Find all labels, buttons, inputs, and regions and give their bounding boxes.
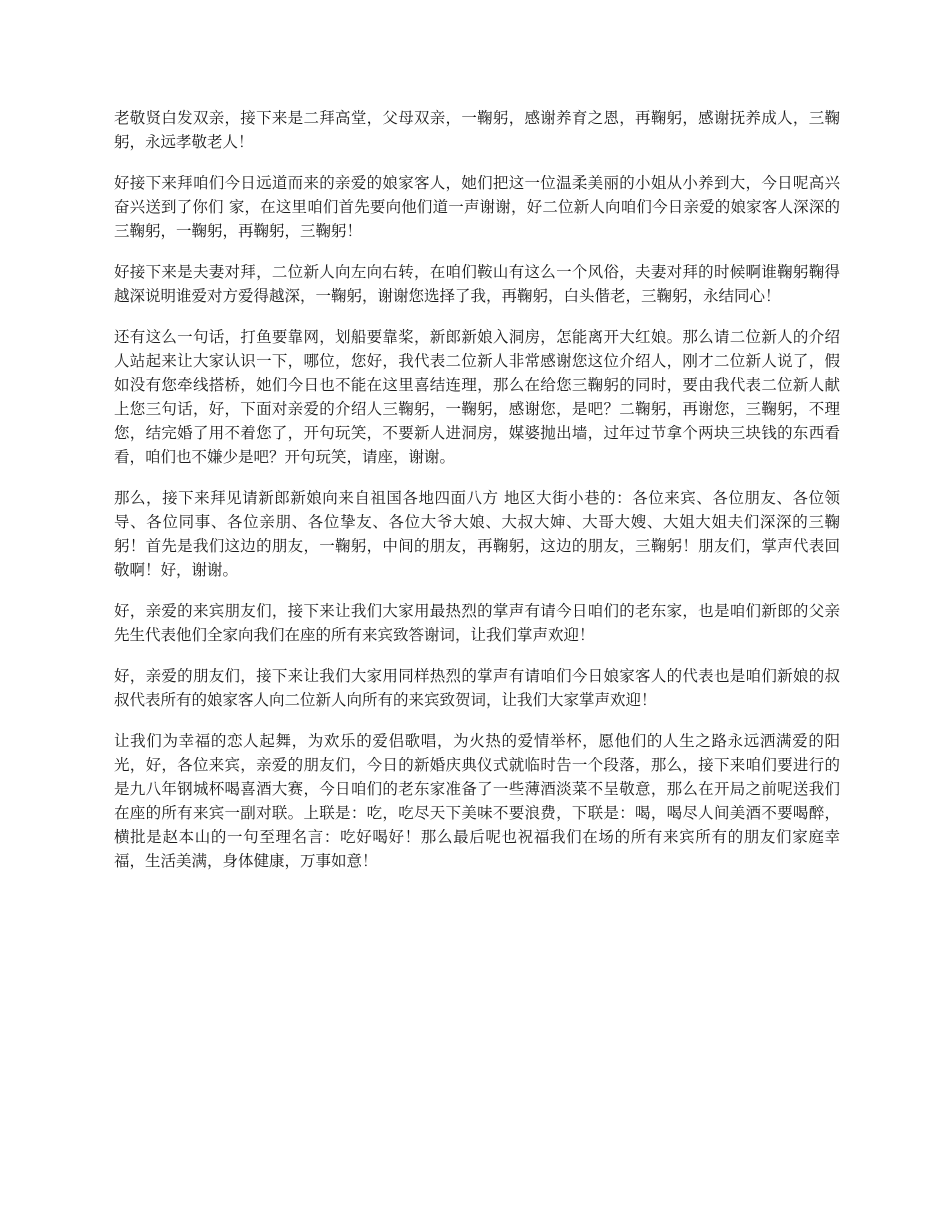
paragraph-4: 还有这么一句话，打鱼要靠网，划船要靠桨，新郎新娘入洞房，怎能离开大红娘。那么请二位新人的介绍人站起来让大家认识一下，哪位，您好，我代表二位新人非常感谢您这位介绍人，刚才二位新人说了，假如没有您牵线搭桥，她们今日也不能在这里喜结连理，那么在给您三鞠躬的同时，要由我代表二位新人献上您三句话，好，下面对亲爱的介绍人三鞠躬，一鞠躬，感谢您，是吧？二鞠躬，再谢您，三鞠躬，不理您，结完婚了用不着您了，开句玩笑，不要新人进洞房，媒婆抛出墙，过年过节拿个两块三块钱的东西看看，咱们也不嫌少是吧？开句玩笑，请座，谢谢。 [114,328,840,466]
document-page [114,106,840,890]
paragraph-7: 好，亲爱的朋友们，接下来让我们大家用同样热烈的掌声有请咱们今日娘家客人的代表也是咱们新娘的叔叔代表所有的娘家客人向二位新人向所有的来宾致贺词，让我们大家掌声欢迎！ [114,667,840,709]
paragraph-8: 让我们为幸福的恋人起舞，为欢乐的爱侣歌唱，为火热的爱情举杯，愿他们的人生之路永远洒满爱的阳光，好，各位来宾，亲爱的朋友们，今日的新婚庆典仪式就临时告一个段落，那么，接下来咱们要进行的是九八年钢城杯喝喜酒大赛，今日咱们的老东家准备了一些薄酒淡菜不呈敬意，那么在开局之前呢送我们在座的所有来宾一副对联。上联是：吃，吃尽天下美味不要浪费，下联是：喝，喝尽人间美酒不要喝醉，横批是赵本山的一句至理名言：吃好喝好！那么最后呢也祝福我们在场的所有来宾所有的朋友们家庭幸福，生活美满，身体健康，万事如意！ [114,732,840,870]
paragraph-5: 那么，接下来拜见请新郎新娘向来自祖国各地四面八方 地区大街小巷的：各位来宾、各位朋友、各位领导、各位同事、各位亲朋、各位挚友、各位大爷大娘、大叔大婶、大哥大嫂、大姐大姐夫们深深的三鞠躬！首先是我们这边的朋友，一鞠躬，中间的朋友，再鞠躬，这边的朋友，三鞠躬！朋友们，掌声代表回敬啊！好，谢谢。 [114,489,840,579]
paragraph-3: 好接下来是夫妻对拜，二位新人向左向右转，在咱们鞍山有这么一个风俗，夫妻对拜的时候啊谁鞠躬鞠得越深说明谁爱对方爱得越深，一鞠躬，谢谢您选择了我，再鞠躬，白头偕老，三鞠躬，永结同心！ [114,263,840,305]
paragraph-2: 好接下来拜咱们今日远道而来的亲爱的娘家客人，她们把这一位温柔美丽的小姐从小养到大，今日呢高兴奋兴送到了你们 家，在这里咱们首先要向他们道一声谢谢，好二位新人向咱们今日亲爱的娘家客人深深的三鞠躬，一鞠躬，再鞠躬，三鞠躬！ [114,174,840,240]
paragraph-6: 好，亲爱的来宾朋友们，接下来让我们大家用最热烈的掌声有请今日咱们的老东家，也是咱们新郎的父亲 先生代表他们全家向我们在座的所有来宾致答谢词，让我们掌声欢迎！ [114,602,840,644]
paragraph-1: 老敬贤白发双亲，接下来是二拜高堂，父母双亲，一鞠躬，感谢养育之恩，再鞠躬，感谢抚养成人，三鞠躬，永远孝敬老人！ [114,109,840,151]
